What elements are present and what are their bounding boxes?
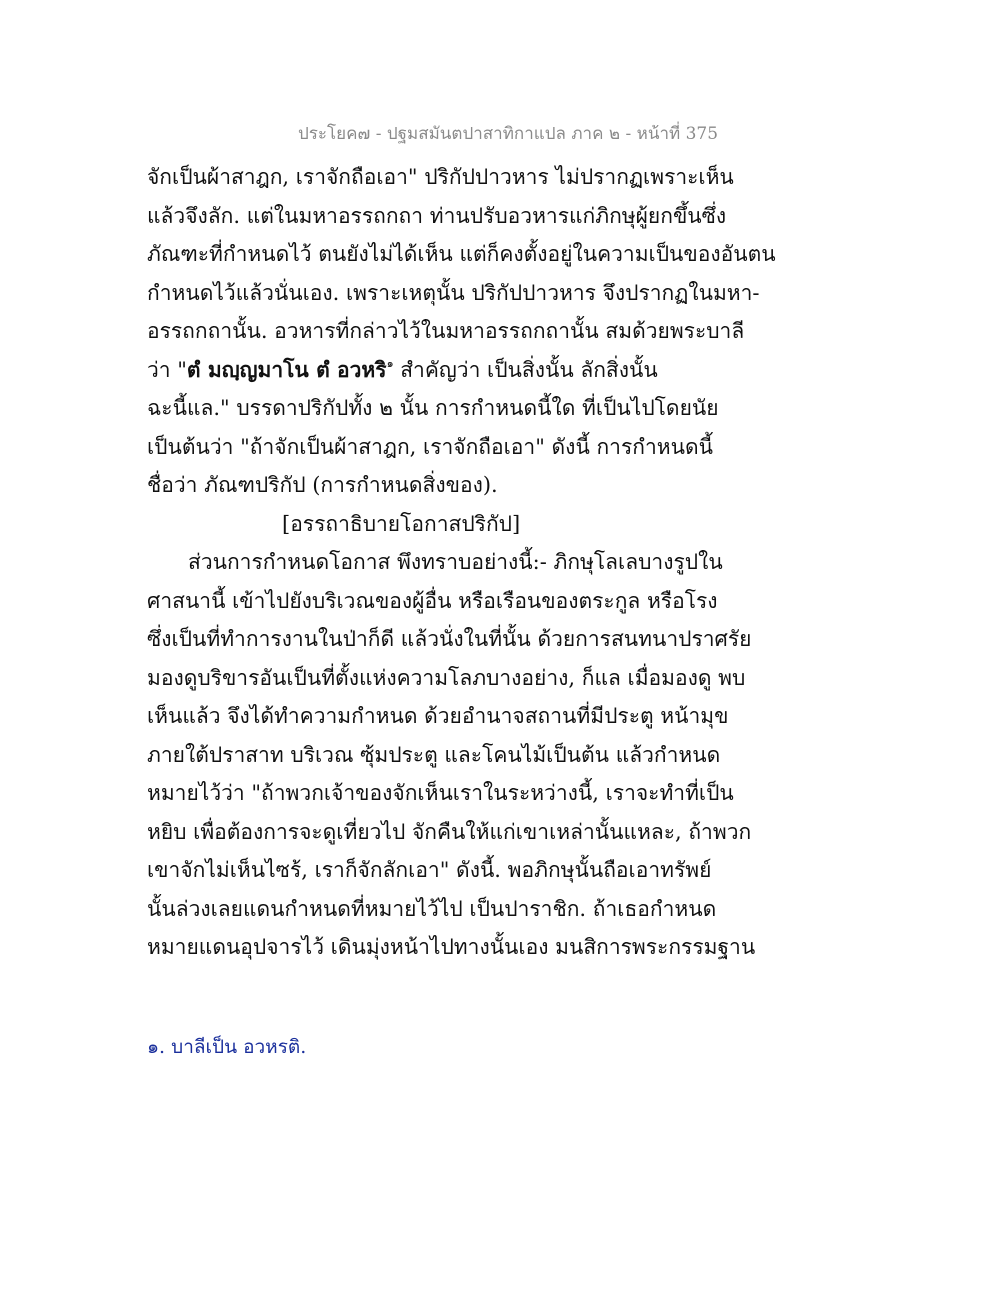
text-line: ภัณฑะที่กำหนดไว้ ตนยังไม่ได้เห็น แต่ก็คงตั้งอยู่ในความเป็นของอันตน	[147, 242, 776, 266]
text-line: ศาสนานี้ เข้าไปยังบริเวณของผู้อื่น หรือเรือนของตระกูล หรือโรง	[147, 588, 718, 613]
text-line: ฉะนี้แล." บรรดาปริกัปทั้ง ๒ นั้น การกำหนดนี้ใด ที่เป็นไปโดยนัย	[147, 396, 719, 420]
footnote-marker: ๑	[386, 356, 394, 370]
text-line: เป็นต้นว่า "ถ้าจักเป็นผ้าสาฎก, เราจักถือเอา" ดังนี้ การกำหนดนี้	[147, 434, 713, 459]
text-line: นั้นล่วงเลยแดนกำหนดที่หมายไว้ไป เป็นปาราชิก. ถ้าเธอกำหนด	[147, 896, 717, 921]
text-line-pali-quote	[147, 351, 727, 390]
text-line: จักเป็นผ้าสาฎก, เราจักถือเอา" ปริกัปปาวหาร ไม่ปรากฏเพราะเห็น	[147, 165, 734, 189]
text-line: หยิบ เพื่อต้องการจะดูเที่ยวไป จักคืนให้แก่เขาเหล่านั้นแหละ, ถ้าพวก	[147, 819, 752, 844]
footnote: ๑. บาลีเป็น อวหรติ.	[147, 1036, 307, 1058]
quote-prefix: ว่า "	[147, 357, 187, 382]
text-line: ส่วนการกำหนดโอกาส พึงทราบอย่างนี้:- ภิกษุโลเลบางรูปใน	[188, 550, 723, 574]
text-line: ซึ่งเป็นที่ทำการงานในป่าก็ดี แล้วนั่งในที่นั้น ด้วยการสนทนาปราศรัย	[147, 627, 752, 651]
page-header: ประโยค๗ - ปฐมสมันตปาสาทิกาแปล ภาค ๒ - หน้าที่ 375	[298, 124, 719, 144]
section-heading: [อรรถาธิบายโอกาสปริกัป]	[282, 511, 521, 536]
body-text	[147, 158, 776, 967]
text-line: ภายใต้ปราสาท บริเวณ ซุ้มประตู และโคนไม้เป็นต้น แล้วกำหนด	[147, 742, 721, 767]
text-line: เขาจักไม่เห็นไซร้, เราก็จักลักเอา" ดังนี้. พอภิกษุนั้นถือเอาทรัพย์	[147, 858, 712, 882]
text-line: ชื่อว่า ภัณฑปริกัป (การกำหนดสิ่งของ).	[147, 473, 498, 497]
quote-suffix: สำคัญว่า เป็นสิ่งนั้น ลักสิ่งนั้น	[393, 357, 658, 382]
text-line: เห็นแล้ว จึงได้ทำความกำหนด ด้วยอำนาจสถานที่มีประตู หน้ามุข	[147, 704, 729, 728]
pali-quote: ตํ มญฺญมาโน ตํ อวหริ	[186, 356, 387, 382]
text-line: หมายไว้ว่า "ถ้าพวกเจ้าของจักเห็นเราในระหว่างนี้, เราจะทำที่เป็น	[147, 781, 734, 805]
text-line: มองดูบริขารอันเป็นที่ตั้งแห่งความโลภบางอย่าง, ก็แล เมื่อมองดู พบ	[147, 665, 746, 690]
text-line: อรรถกถานั้น. อวหารที่กล่าวไว้ในมหาอรรถกถานั้น สมด้วยพระบาลี	[147, 319, 745, 343]
text-line: แล้วจึงลัก. แต่ในมหาอรรถกถา ท่านปรับอวหารแก่ภิกษุผู้ยกขึ้นซึ่ง	[147, 203, 727, 228]
text-line: กำหนดไว้แล้วนั่นเอง. เพราะเหตุนั้น ปริกัปปาวหาร จึงปรากฏในมหา-	[147, 280, 760, 305]
text-line: หมายแดนอุปจารไว้ เดินมุ่งหน้าไปทางนั้นเอง มนสิการพระกรรมฐาน	[147, 935, 756, 959]
